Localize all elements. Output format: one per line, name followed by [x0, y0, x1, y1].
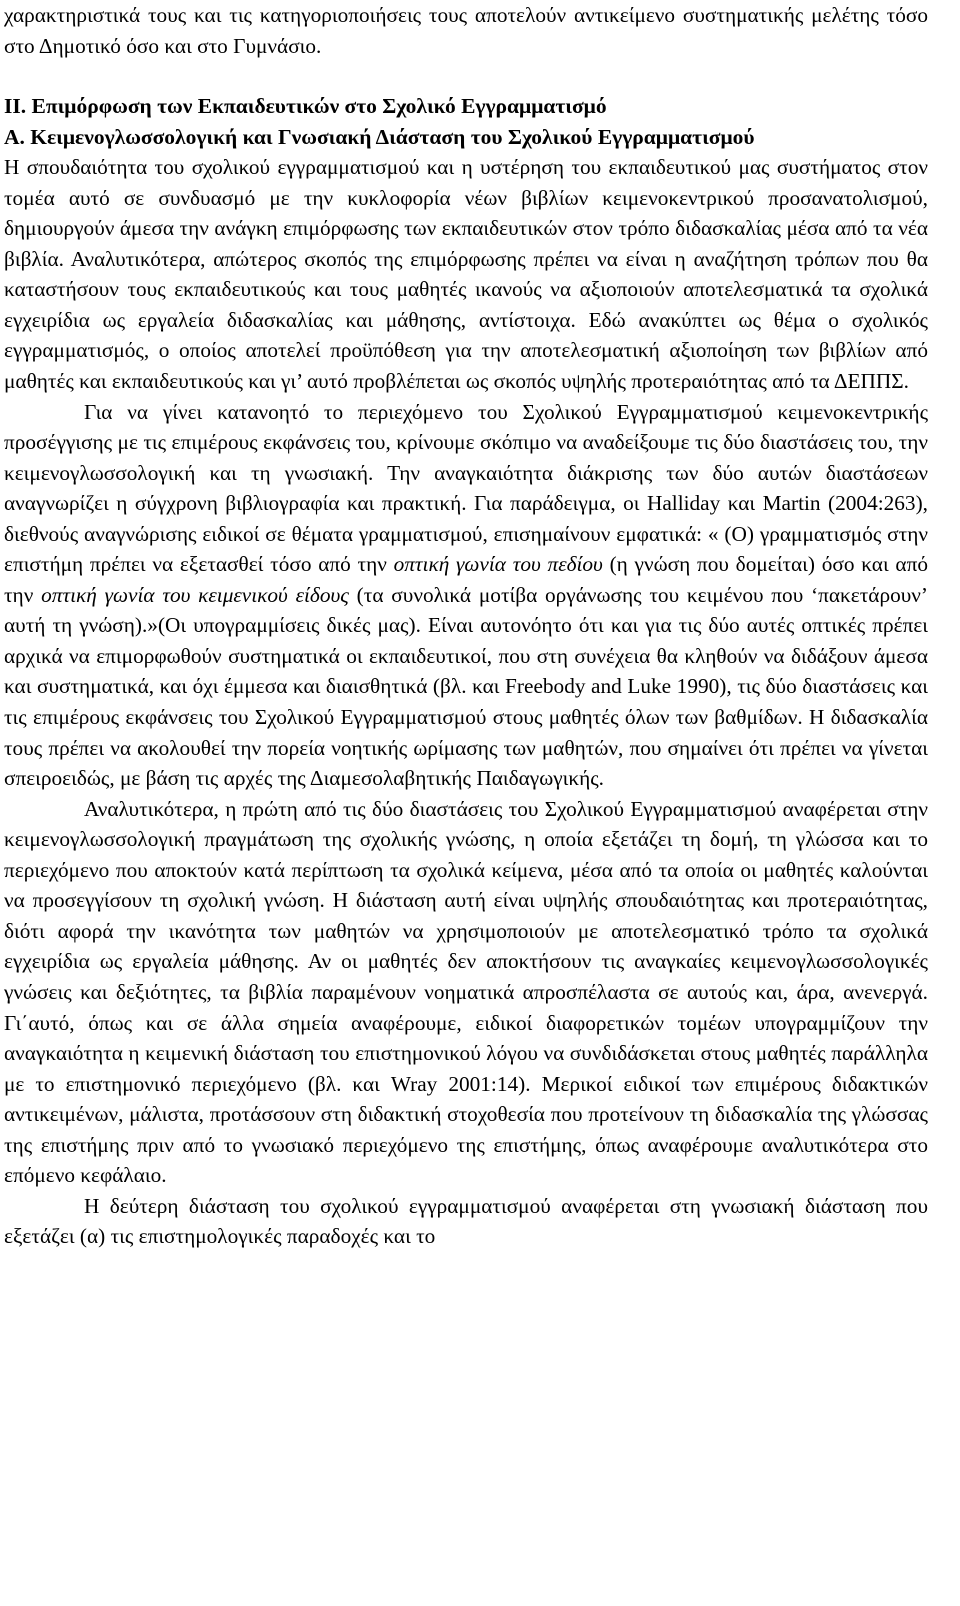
subsection-heading: Α. Κειμενογλωσσολογική και Γνωσιακή Διάσταση του Σχολικού Εγγραμματισμού — [4, 124, 755, 149]
paragraph-2-text-1: Για να γίνει κατανοητό το περιεχόμενο του Σχολικού Εγγραμματισμού κειμενοκεντρικής προσέγγισης με τις επιμέρους εκφάνσεις του, κρίνουμε σκόπιμο να αναδείξουμε τις δύο διαστάσεις του, την κειμενογλωσσολογική και τη γνωσιακή. Την αναγκαιότητα διάκρισης των δύο αυτών διαστάσεων αναγνωρίζει η σύγχρονη βιβλιογραφία και πρακτική. Για παράδειγμα, οι Halliday και Martin (2004:263), διεθνούς αναγνώρισης ειδικοί σε θέματα γραμματισμού, επισημαίνουν εμφατικά: « (Ο) γραμματισμός στην επιστήμη πρέπει να εξετασθεί τόσο από την — [4, 399, 928, 577]
paragraph-2-text-3: (τα συνολικά μοτίβα οργάνωσης του κειμένου που ‘πακετάρουν’ αυτή τη γνώση).»(Οι υπογραμμίσεις δικές μας). Είναι αυτονόητο ότι και για τις δύο αυτές οπτικές πρέπει αρχικά να επιμορφωθούν συστηματικά οι εκπαιδευτικοί, που στη συνέχεια θα κληθούν να διδάξουν άμεσα και συστηματικά, και όχι έμμεσα και διαισθητικά (βλ. και Freebody and Luke 1990), τις δύο διαστάσεις και τις επιμέρους εκφάνσεις του Σχολικού Εγγραμματισμού στους μαθητές όλων των βαθμίδων. Η διδασκαλία τους πρέπει να ακολουθεί την πορεία νοητικής ωρίμασης των μαθητών, που σημαίνει ότι πρέπει να γίνεται σπειροειδώς, με βάση τις αρχές της Διαμεσολαβητικής Παιδαγωγικής. — [4, 582, 928, 791]
paragraph-1: Η σπουδαιότητα του σχολικού εγγραμματισμού και η υστέρηση του εκπαιδευτικού μας συστήματος στον τομέα αυτό σε συνδυασμό με την κυκλοφορία νέων βιβλίων κειμενοκεντρικού προσανατολισμού, δημιουργούν άμεσα την ανάγκη επιμόρφωσης των εκπαιδευτικών στον τρόπο διδασκαλίας μέσα από τα νέα βιβλία. Αναλυτικότερα, απώτερος σκοπός της επιμόρφωσης πρέπει να είναι η αναζήτηση τρόπων που θα καταστήσουν τους εκπαιδευτικούς και τους μαθητές ικανούς να αξιοποιούν αποτελεσματικά τα σχολικά εγχειρίδια ως εργαλεία διδασκαλίας και μάθησης, αντίστοιχα. Εδώ ανακύπτει ως θέμα ο σχολικός εγγραμματισμός, ο οποίος αποτελεί προϋπόθεση για την αποτελεσματική αξιοποίηση των βιβλίων από μαθητές και εκπαιδευτικούς και γι’ αυτό προβλέπεται ως σκοπός υψηλής προτεραιότητας από τα ΔΕΠΠΣ. — [4, 155, 928, 394]
intro-paragraph: χαρακτηριστικά τους και τις κατηγοριοποιήσεις τους αποτελούν αντικείμενο συστηματικής μελέτης τόσο στο Δημοτικό όσο και στο Γυμνάσιο. — [4, 3, 928, 58]
emphasis-genre-perspective: οπτική γωνία του κειμενικού είδους — [41, 582, 349, 607]
emphasis-field-perspective: οπτική γωνία του πεδίου — [393, 552, 603, 577]
document-page — [4, 0, 928, 1252]
paragraph-2-text-2: (η γνώση που δομείται) όσο και από την — [4, 552, 928, 607]
paragraph-2 — [4, 397, 928, 794]
section-heading: ΙΙ. Επιμόρφωση των Εκπαιδευτικών στο Σχολικό Εγγραμματισμό — [4, 94, 607, 119]
paragraph-4: Η δεύτερη διάσταση του σχολικού εγγραμματισμού αναφέρεται στη γνωσιακή διάσταση που εξετάζει (α) τις επιστημολογικές παραδοχές και το — [4, 1193, 928, 1249]
paragraph-3: Αναλυτικότερα, η πρώτη από τις δύο διαστάσεις του Σχολικού Εγγραμματισμού αναφέρεται στην κειμενογλωσσολογική πραγμάτωση της σχολικής γνώσης, η οποία εξετάζει τη δομή, τη γλώσσα και το περιεχόμενο που αποκτούν κατά περίπτωση τα σχολικά κείμενα, μέσα από τα οποία οι μαθητές καλούνται να προσεγγίσουν τη σχολική γνώση. Η διάσταση αυτή είναι υψηλής σπουδαιότητας και προτεραιότητας, διότι αφορά την ικανότητα των μαθητών να χρησιμοποιούν με αποτελεσματικό τρόπο τα σχολικά εγχειρίδια ως εργαλεία μάθησης. Αν οι μαθητές δεν αποκτήσουν τις αναγκαίες κειμενογλωσσολογικές γνώσεις και δεξιότητες, τα βιβλία παραμένουν νοηματικά απροσπέλαστα σε αυτούς και, άρα, ανενεργά. Γι΄αυτό, όπως και σε άλλα σημεία αναφέρουμε, ειδικοί διαφορετικών τομέων υπογραμμίζουν την αναγκαιότητα η κειμενική διάσταση του επιστημονικού λόγου να συνδιδάσκεται στους μαθητές παράλληλα με το επιστημονικό περιεχόμενο (βλ. και Wray 2001:14). Μερικοί ειδικοί των επιμέρους διδακτικών αντικειμένων, μάλιστα, προτάσσουν στη διδακτική στοχοθεσία που προτείνουν τη διδασκαλία της γλώσσας της επιστήμης πριν από το γνωσιακό περιεχόμενο της επιστήμης, όπως αναφέρουμε αναλυτικότερα στο επόμενο κεφάλαιο. — [4, 796, 928, 1188]
